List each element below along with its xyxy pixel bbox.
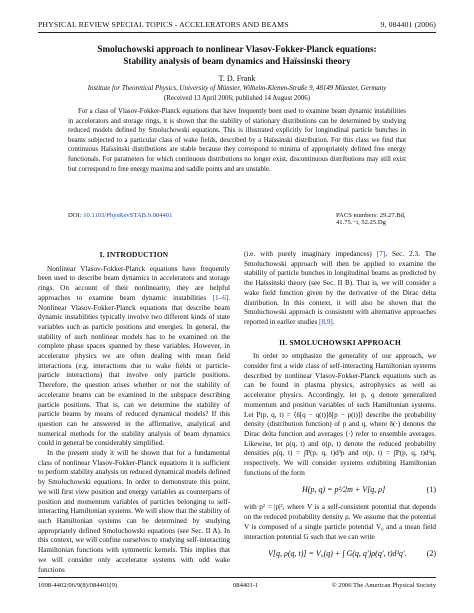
- text-span: , Sec. 2.3. The Smoluchowski approach will then be applied to examine the stability of particle bunches in longitudinal beams as predicted by the Haïssinski theory (see Sec. II B). That is, we will consider a wake field function given by the derivative of the Dirac delta distribution. In this context, it will also be shown that the Smoluchowski approach is consistent with alternative approaches reported in earlier studies: [244, 250, 436, 326]
- header-rule: [38, 32, 436, 33]
- citation-link[interactable]: [1–6]: [212, 293, 229, 302]
- journal-name: PHYSICAL REVIEW SPECIAL TOPICS - ACCELERATORS AND BEAMS: [38, 20, 289, 29]
- article-title: [38, 43, 436, 67]
- author: T. D. Frank: [218, 74, 256, 83]
- volume-info: 9, 084401 (2006): [380, 20, 436, 29]
- spacer: [244, 328, 436, 338]
- intro-paragraph-2: In the present study it will be shown that for a fundamental class of nonlinear Vlasov-Fokker-Planck equations it is sufficient to perform stability analysis on reduced dynamical models defined by Smoluchowski equations. In order to demonstrate this point, we will first view position and energy variables as counterparts of position and momentum variables of particles belonging to self-interacting Hamiltonian systems. We will show that the stability of such Hamiltonian systems can be determined by studying appropriately defined Smoluchowski equations (see Sec. II A). In this context, we will confine ourselves to studying self-interacting Hamiltonian functions with symmetric kernels. This implies that we will consider only accelerator systems with odd wake functions: [38, 449, 230, 574]
- equation-2-number: (2): [426, 549, 436, 559]
- intro-paragraph-continued: [244, 250, 436, 328]
- text-span: Nonlinear Vlasov-Fokker-Planck equations have frequently been used to describe beam dynamics in accelerators and storage rings. On account of their nonlinearity, they are helpful approaches to examine beam dynamic instabilities: [38, 264, 230, 302]
- doi-line: [68, 212, 406, 226]
- equation-2: [244, 546, 436, 563]
- equation-2-body: V[q, ρ(q, t)] = V₀(q) + ∫ G(q, q′)ρ(q′, t)d³q′.: [268, 549, 407, 559]
- intro-paragraph-1: [38, 265, 230, 449]
- copyright: © 2006 The American Physical Society: [331, 582, 436, 589]
- section2-paragraph-2: with p² = |p|², where V is a self-consistent potential that depends on the reduced probability density ρ. We assume that the potential V is composed of a single particle potential V₀ and a mean field interaction potential G such that we can write: [244, 503, 436, 541]
- affiliation: Institute for Theoretical Physics, University of Münster, Wilhelm-Klemm-Straße 9, 48149 Münster, Germany: [87, 85, 387, 92]
- equation-1-number: (1): [426, 485, 436, 495]
- title-line-2: Stability analysis of beam dynamics and Haïssinski theory: [123, 56, 351, 66]
- equation-1: [244, 482, 436, 499]
- text-span: . Nonlinear Vlasov-Fokker-Planck equations that describe beam dynamic instabilities typically involve two different kinds of state variables such as particle positions and energies. In general, the stability of such nonlinear models has to be examined on the complete phase spaces spanned by these variables. However, in accelerator physics we are often dealing with mean field interactions (e.g. interactions due to wake fields or particle-particle interactions) that involve only particle positions. Therefore, the question arises whether or not the stability of accelerator beams can be examined in the subspace describing particle positions. That is, can we determine the stability of particle beams by means of reduced dynamical models? If this question can be answered in the affirmative, analytical and numerical methods for the stability analysis of beam dynamics could in general be considerably simplified.: [38, 293, 230, 448]
- received-date: (Received 13 April 2006; published 14 August 2006): [163, 95, 311, 102]
- abstract: For a class of Vlasov-Fokker-Planck equations that have frequently been used to examine beam dynamic instabilities in accelerators and storage rings, it is shown that the stability of stationary distributions can be determined by studying reduced models defined by Smoluchowski equations. This is illustrated explicitly for longitudinal particle bunches in beams subjected to a particular class of wake fields, described by a Haïssinski distribution. For this class we find that continuous Haïssinski distributions are stable because they correspond to minima of appropriately defined free energy functionals. For parameters for which continuous distributions no longer exist, discontinuous distributions may still exist but correspond to free energy maxima and saddle points and are unstable.: [68, 108, 406, 173]
- footer-rule: [38, 577, 436, 578]
- citation-link[interactable]: [7]: [376, 250, 386, 258]
- text-span: (i.e. with purely imaginary impedances): [244, 250, 377, 258]
- page-number: 084401-1: [233, 582, 259, 589]
- text-span: .: [332, 317, 335, 326]
- section-heading-introduction: I. INTRODUCTION: [99, 250, 169, 259]
- right-column: [244, 250, 436, 567]
- issn-code: 1098-4402/06/9(8)/084401(9): [38, 582, 118, 589]
- section2-paragraph-1: In order to emphasize the generality of our approach, we consider first a wide class of self-interacting Hamiltonian systems described by nonlinear Vlasov-Fokker-Planck equations such as can be found in plasma physics, astrophysics as well as accelerator physics. Accordingly, let p, q denote generalized momentum and position variables of such Hamiltonian systems. Let P(p, q, t) = ⟨δ[q − q(t)]δ[p − p(t)]⟩ describe the probability density (distribution function) of p and q, where δ(·) denotes the Dirac delta function and averages ⟨·⟩ refer to ensemble averages. Likewise, let ρ(q, t) and σ(p, t) denote the reduced probability densities ρ(q, t) = ∫P(p, q, t)d³p and σ(p, t) = ∫P(p, q, t)d³q, respectively. We will consider systems exhibiting Hamiltonian functions of the form: [244, 352, 436, 477]
- equation-1-body: H(p, q) = p²/2m + V[q, ρ]: [302, 485, 386, 495]
- citation-link[interactable]: [8,9]: [319, 317, 333, 326]
- pacs-numbers: PACS numbers: 29.27.Bd, 41.75.−i, 52.25.Dg: [336, 212, 406, 226]
- doi-link[interactable]: 10.1103/PhysRevSTAB.9.084401: [83, 212, 173, 219]
- title-line-1: Smoluchowski approach to nonlinear Vlasov-Fokker-Planck equations:: [97, 44, 377, 54]
- doi-label: DOI:: [68, 212, 82, 219]
- left-column: [38, 250, 230, 575]
- section-heading-smoluchowski: II. SMOLUCHOWSKI APPROACH: [279, 337, 401, 347]
